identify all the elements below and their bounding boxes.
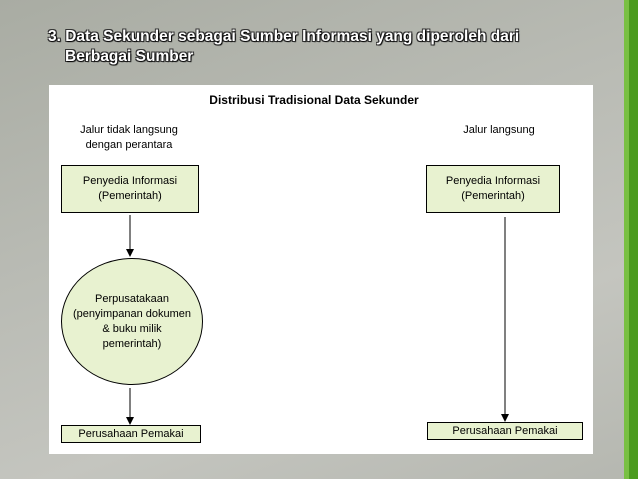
slide-title-line1: 3. Data Sekunder sebagai Sumber Informasi yang diperoleh dari: [48, 28, 520, 45]
direct-path-label: Jalur langsung: [463, 124, 535, 136]
right-consumer-box: Perusahaan Pemakai: [427, 422, 583, 440]
left-provider-line1: Penyedia Informasi: [82, 175, 178, 187]
right-provider-line2: (Pemerintah): [461, 190, 525, 202]
left-consumer-box: Perusahaan Pemakai: [61, 425, 201, 443]
library-line3: & buku milik: [102, 322, 162, 335]
indirect-path-label-line2: dengan perantara: [85, 139, 173, 151]
library-line4: pemerintah): [102, 337, 162, 350]
green-side-bar-highlight: [624, 0, 629, 479]
indirect-path-label-line1: Jalur tidak langsung: [80, 124, 178, 136]
library-line1: Perpusatakaan: [95, 292, 169, 305]
diagram-title: Distribusi Tradisional Data Sekunder: [209, 93, 419, 107]
library-line2: (penyimpanan dokumen: [72, 307, 192, 320]
right-provider-line1: Penyedia Informasi: [445, 175, 541, 187]
left-provider-line2: (Pemerintah): [98, 190, 162, 202]
slide-title-line2: Berbagai Sumber: [65, 48, 194, 65]
flow-arrows: [49, 85, 593, 454]
green-side-bar: [624, 0, 638, 479]
slide-title: [48, 27, 568, 67]
diagram-panel: [49, 85, 593, 454]
